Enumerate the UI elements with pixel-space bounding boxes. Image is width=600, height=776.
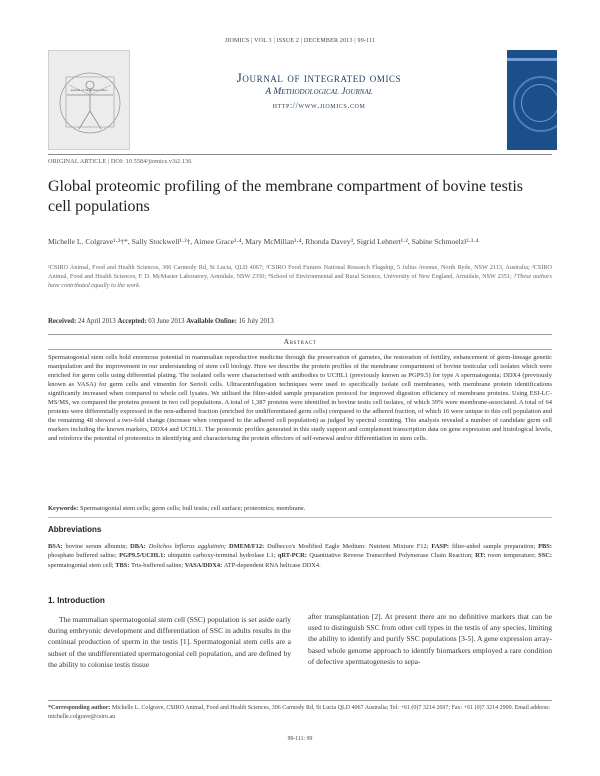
abstract-divider-bottom [48, 349, 552, 350]
journal-cover-thumbnail [507, 50, 557, 150]
abbreviation-definition: bovine serum albumin; [65, 543, 131, 550]
abbreviation-definition: Tris-buffered saline; [131, 561, 185, 569]
abbreviation-definition: filter-aided sample preparation; [452, 543, 539, 550]
abbreviation-term: DMEM/F12: [229, 543, 268, 550]
abbreviation-term: TBS: [115, 561, 132, 569]
abbreviation-definition: room temperature; [487, 552, 539, 560]
publication-dates [48, 318, 274, 325]
abbreviation-term: BSA: [48, 543, 66, 550]
cover-label: journal of integrated omics [70, 88, 108, 92]
keywords-divider [48, 517, 552, 518]
online-date: 16 July 2013 [238, 318, 274, 325]
running-header: JIOMICS | VOL 3 | ISSUE 2 | DECEMBER 2013 | 99-111 [224, 38, 376, 44]
keywords [48, 505, 552, 512]
accepted-label: Accepted: [117, 318, 147, 325]
abbreviation-term: VASA/DDX4: [184, 561, 224, 569]
abbreviation-term: SSC: [538, 552, 552, 560]
article-meta: ORIGINAL ARTICLE | DOI: 10.5584/jiomics.v3i2.136 [48, 158, 192, 165]
cover-stripe [507, 58, 557, 61]
intro-column-left: The mammalian spermatogonial stem cell (SSC) population is set aside early during embryonic development and differentiation of SSC in adults results in the continual production of sperm in the testis [1]. Spermatogonial stem cells are a subset of the undifferentiated spermatogonial cell population, and are defined by the ability to colonise testis tissue [48, 615, 291, 669]
abstract-text: Spermatogonial stem cells hold enormous potential in mammalian reproductive medicine through the preservation of gametes, the restoration of fertility, enhancement of germ-lineage genetic manipulation and the improvement in our understanding of stem cell biology. Here we describe the protein profiles of the membrane compartment of bovine testicular cell isolates which were enriched for germ cells using differential plating. The isolated cells were characterised with antibodies to UCHL1 (previously known as PGP9.5) for type A spermatogonia; DDX4 (previously known as VASA) for germ cells and vimentin for Sertoli cells. Ultracentrifugation techniques were used to specifically isolate cell membranes, with membrane protein identifications significantly increased when compared to whole cell lysates. We utilised the filter-aided sample preparation protocol for improved digestion efficiency of membrane proteins. Using ESI-LC-MS/MS, we compared the proteins present in two cell populations. A total of 1,387 proteins were identified in bovine testis cell isolates, of which 39% were membrane-associated. A total of 64 proteins were differentially expressed in the non-adhered fraction (enriched for undifferentiated germ cells) compared to the adhered fraction, of which 16 were unique to this cell population and the remaining 48 showed a two-fold change (increase when compared to the adhered cell population) as judged by spectral counting. This analysis revealed a number of candidate germ cell markers including the known markers, DDX4 and UCHL1. The proteomic profiles generated in this study support and complement transcription data on gene expression and histological levels, and reinforce the potential of proteomics in identifying and characterising the protein effectors of self-renewal and/or differentiation in stem cells. [48, 354, 552, 443]
footnote-divider [48, 700, 552, 701]
abbreviation-definition: ATP-dependent RNA helicase DDX4. [223, 561, 321, 569]
footnote-label: *Corresponding author: [48, 705, 111, 711]
vitruvian-figure-icon [49, 51, 130, 150]
page-number: 99-111: 99 [287, 736, 313, 742]
received-date: 24 April 2013 [78, 318, 116, 325]
cover-ring-graphic-inner [521, 84, 557, 122]
online-label: Available Online: [186, 318, 237, 325]
abbreviation-term: RT: [475, 552, 488, 560]
abbreviation-definition: phosphate buffered saline; [48, 552, 120, 560]
abbreviation-term: PGP9.5/UCHL1: [119, 552, 168, 560]
abbreviation-term: PBS: [538, 543, 552, 550]
introduction-heading: 1. Introduction [48, 596, 105, 605]
keywords-list: Spermatogonial stem cells; germ cells; bull testis; cell surface; proteomics; membrane. [79, 505, 306, 512]
abbreviation-definition: Dulbecco's Modified Eagle Medium: Nutrient Mixture F12; [267, 543, 432, 550]
corresponding-author-footnote [48, 704, 552, 721]
journal-title: Journal of integrated omics [236, 70, 402, 85]
header-divider [48, 154, 552, 155]
abbreviation-definition: ubiquitin carboxy-terminal hydrolase L1; [167, 552, 278, 560]
abstract-divider-top [48, 334, 552, 335]
abbreviation-term: FASP: [431, 543, 452, 550]
abbreviations-list [48, 542, 552, 570]
abbreviation-term: DBA: [130, 543, 149, 550]
abbreviation-definition: Quantitative Reverse Transcribed Polymerase Chain Reaction; [309, 552, 476, 560]
equal-contribution-note: †These authors have contributed equally to the work. [48, 273, 552, 290]
article-title: Global proteomic profiling of the membrane compartment of bovine testis cell populations [48, 178, 523, 215]
author-list: Michelle L. Colgrave¹·²†*, Sally Stockwell¹·²†, Aimee Grace³·⁴, Mary McMillan³·⁴, Rhonda Davey³, Sigrid Lehnert¹·², Sabine Schmoelzl²·³·⁴ [48, 237, 479, 246]
abbreviation-term: qRT-PCR: [277, 552, 310, 560]
affiliations [48, 263, 552, 291]
accepted-date: 03 June 2013 [148, 318, 185, 325]
abbreviations-heading: Abbreviations [48, 525, 102, 534]
intro-column-right: after transplantation [2]. At present there are no definitive markers that can be used to distinguish SSC from other cell types in the testis of any species, limiting the ability to identify and purify SSC populations [3-5]. A gene expression array-based whole genome approach to identify biomarkers employed a rare condition of defective spermatogenesis to sepa- [308, 612, 552, 666]
affiliation-list: ¹CSIRO Animal, Food and Health Sciences, 306 Carmody Rd, St Lucia, QLD 4067; ²CSIRO Food Futures National Research Flagship, 5 Julius Avenue, North Ryde, NSW 2113, Australia; ³CSIRO Animal, Food and Health Sciences, F. D. McMaster Laboratory, Armidale, NSW 2350; ⁴School of Environmental and Rural Science, University of New England, Armidale, NSW 2351; [48, 264, 552, 281]
journal-cover-image [48, 50, 130, 150]
abbreviation-definition: spermatogonial stem cell; [48, 561, 116, 569]
keywords-label: Keywords: [48, 505, 79, 512]
journal-url-link[interactable]: http://www.jiomics.com [272, 101, 366, 110]
received-label: Received: [48, 318, 77, 325]
footnote-text: Michelle L. Colgrave, CSIRO Animal, Food and Health Sciences, 306 Carmody Rd, St Lucia QLD 4067 Australia; Tel: +61 (0)7 3214 2697; Fax: +61 (0)7 3214 2900. Email address: michelle.colgrave@csiro.au [48, 705, 551, 720]
abbreviation-definition: Dolichos biflorus agglutinin; [148, 543, 230, 550]
abstract-heading: Abstract [283, 337, 317, 346]
journal-subtitle: A Methodological Journal [265, 87, 373, 97]
